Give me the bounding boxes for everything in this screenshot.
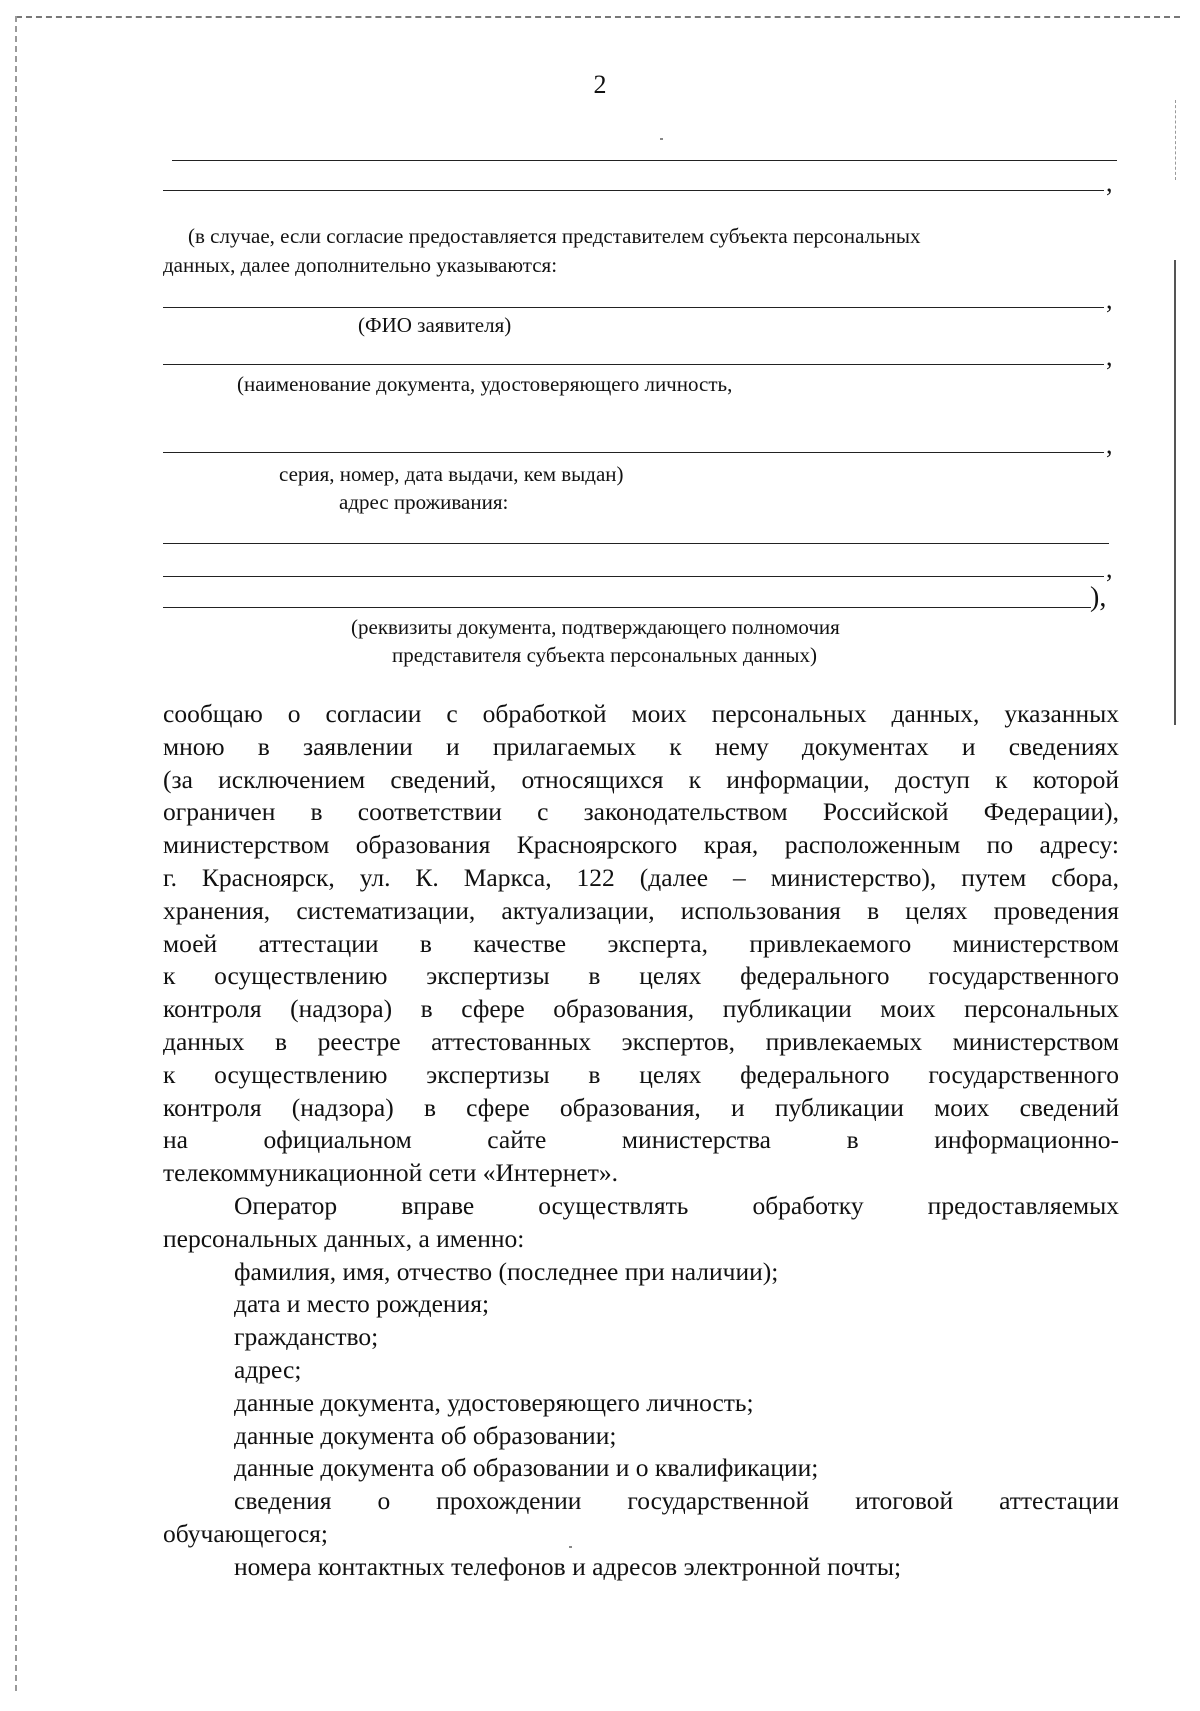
doc-details-caption: серия, номер, дата выдачи, кем выдан) [279, 462, 624, 486]
comma: , [1106, 430, 1113, 459]
doc-details-line [163, 452, 1104, 453]
list-item: гражданство; [234, 1322, 379, 1352]
address-line [163, 576, 1104, 577]
consent-line: телекоммуникационной сети «Интернет». [163, 1158, 618, 1188]
consent-line: к осуществлению экспертизы в целях федерального государственного [163, 1059, 1119, 1089]
consent-line: данных в реестре аттестованных экспертов, привлекаемых министерством [163, 1026, 1119, 1056]
address-line [163, 607, 1091, 608]
scan-border-left [15, 16, 17, 1691]
address-caption: адрес проживания: [339, 490, 509, 514]
rekv-caption-line2: представителя субъекта персональных данных) [392, 643, 817, 667]
address-line [163, 543, 1109, 544]
list-item: фамилия, имя, отчество (последнее при наличии); [234, 1256, 779, 1286]
consent-line: сообщаю о согласии с обработкой моих персональных данных, указанных [163, 699, 1119, 728]
consent-line: мною в заявлении и прилагаемых к нему документах и сведениях [163, 731, 1119, 761]
consent-line: контроля (надзора) в сфере образования, и публикации моих сведений [163, 1092, 1119, 1122]
list-item: адрес; [234, 1354, 302, 1384]
attestation-line2: обучающегося; [163, 1518, 328, 1548]
operator-line2: персональных данных, а именно: [163, 1223, 525, 1253]
rekv-caption-line1: (реквизиты документа, подтверждающего полномочия [351, 615, 840, 639]
consent-line: ограничен в соответствии с законодательством Российской Федерации), [163, 797, 1119, 827]
list-item: данные документа об образовании; [234, 1420, 617, 1450]
representative-note-line1: (в случае, если согласие предоставляется представителем субъекта персональных [188, 224, 921, 248]
consent-line: министерством образования Красноярского края, расположенным по адресу: [163, 830, 1119, 860]
list-item: номера контактных телефонов и адресов электронной почты; [234, 1551, 902, 1581]
comma: , [1106, 285, 1113, 314]
representative-note-line2: данных, далее дополнительно указываются: [163, 253, 558, 277]
consent-line: хранения, систематизации, актуализации, использования в целях проведения [163, 895, 1119, 925]
blank-line [163, 190, 1104, 191]
consent-paragraph [163, 698, 1119, 1584]
list-item: данные документа, удостоверяющего личность; [234, 1387, 754, 1417]
fio-line [163, 307, 1104, 308]
scan-speck [660, 138, 663, 140]
list-item: дата и место рождения; [234, 1289, 490, 1319]
attestation-line1: сведения о прохождении государственной итоговой аттестации [234, 1486, 1119, 1516]
scan-border-top [16, 16, 1180, 18]
page-number: 2 [593, 70, 607, 99]
scan-border-right-top [1175, 100, 1176, 180]
close-paren-comma: ), [1090, 582, 1107, 613]
doc-name-line [163, 364, 1104, 365]
operator-line1: Оператор вправе осуществлять обработку предоставляемых [234, 1190, 1119, 1220]
consent-line: г. Красноярск, ул. К. Маркса, 122 (далее – министерство), путем сбора, [163, 862, 1119, 892]
consent-line: (за исключением сведений, относящихся к информации, доступ к которой [163, 764, 1119, 794]
consent-line: к осуществлению экспертизы в целях федерального государственного [163, 961, 1119, 991]
comma: , [1106, 168, 1113, 197]
blank-line [172, 160, 1117, 161]
consent-line: на официальном сайте министерства в информационно- [163, 1125, 1119, 1155]
scan-border-right [1174, 260, 1176, 725]
list-item: данные документа об образовании и о квалификации; [234, 1453, 819, 1483]
consent-line: контроля (надзора) в сфере образования, публикации моих персональных [163, 994, 1119, 1024]
doc-name-caption: (наименование документа, удостоверяющего личность, [237, 372, 733, 396]
comma: , [1106, 342, 1113, 371]
fio-caption: (ФИО заявителя) [358, 313, 512, 337]
comma: , [1106, 554, 1113, 583]
consent-line: моей аттестации в качестве эксперта, привлекаемого министерством [163, 928, 1119, 958]
